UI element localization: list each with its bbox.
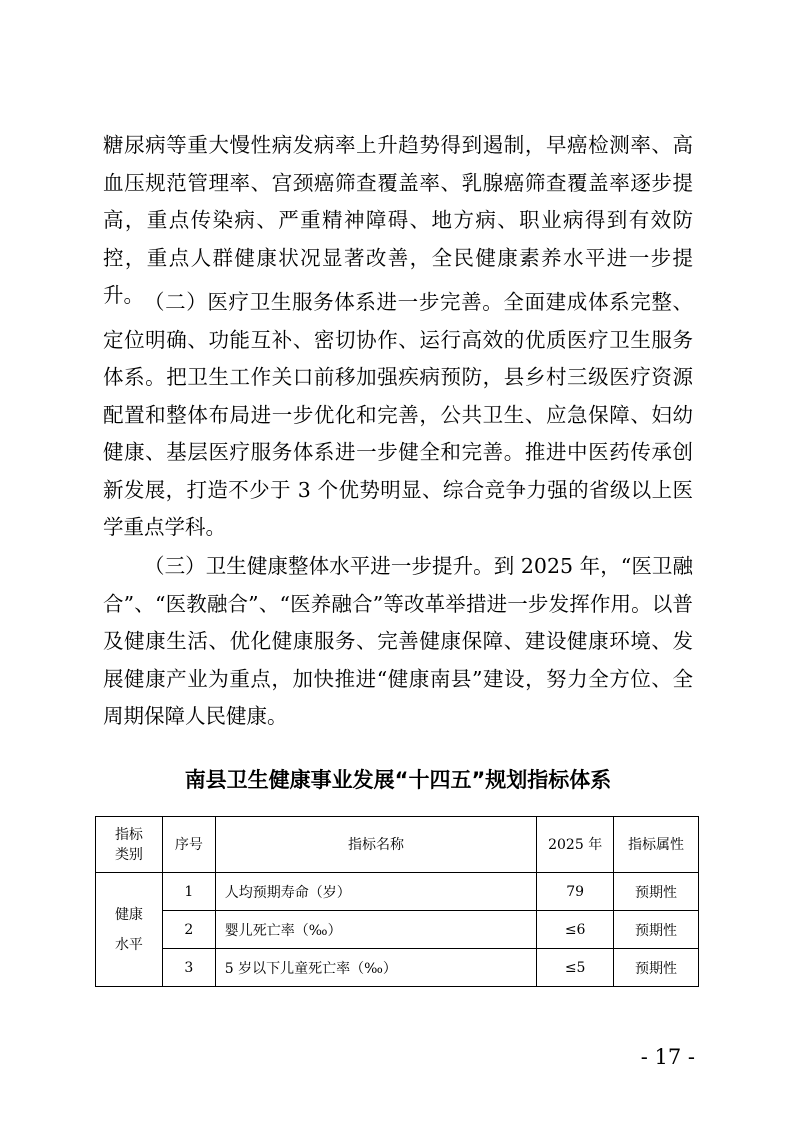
table-row (96, 949, 699, 987)
table-title: 南县卫生健康事业发展“十四五”规划指标体系 (184, 768, 612, 792)
row-attr: 预期性 (614, 911, 699, 949)
row-name: 人均预期寿命（岁） (215, 873, 536, 911)
row-target: ≤6 (537, 911, 614, 949)
header-category (96, 817, 163, 873)
row-name: 婴儿死亡率（‰） (215, 911, 536, 949)
paragraph-health-level: （三）卫生健康整体水平进一步提升。到 2025 年，“医卫融合”、“医教融合”、“医养融合”等改革举措进一步发挥作用。以普及健康生活、优化健康服务、完善健康保障、建设健康环境、发展健康产业为重点，加快推进“健康南县”建设，努力全方位、全周期保障人民健康。 (103, 554, 693, 728)
category-line1: 健康 (114, 906, 143, 923)
category-cell (96, 873, 163, 987)
header-no: 序号 (162, 817, 215, 873)
row-no: 1 (162, 873, 215, 911)
table-header-row (96, 817, 699, 873)
row-target: ≤5 (537, 949, 614, 987)
row-attr: 预期性 (614, 949, 699, 987)
header-attr: 指标属性 (614, 817, 699, 873)
row-attr: 预期性 (614, 873, 699, 911)
category-line2: 水平 (114, 936, 143, 953)
row-no: 2 (162, 911, 215, 949)
indicator-table (95, 816, 699, 987)
paragraph-chronic-disease: 糖尿病等重大慢性病发病率上升趋势得到遏制，早癌检测率、高血压规范管理率、宫颈癌筛查覆盖率、乳腺癌筛查覆盖率逐步提高，重点传染病、严重精神障碍、地方病、职业病得到有效防控，重点人群健康状况显著改善，全民健康素养水平进一步提升。 (103, 133, 693, 307)
table-row (96, 911, 699, 949)
page-number: - 17 - (640, 1045, 695, 1069)
row-no: 3 (162, 949, 215, 987)
table-row (96, 873, 699, 911)
paragraph-medical-service-system: （二）医疗卫生服务体系进一步完善。全面建成体系完整、定位明确、功能互补、密切协作、运行高效的优质医疗卫生服务体系。把卫生工作关口前移加强疾病预防，县乡村三级医疗资源配置和整体布局进一步优化和完善，公共卫生、应急保障、妇幼健康、基层医疗服务体系进一步健全和完善。推进中医药传承创新发展，打造不少于 3 个优势明显、综合竞争力强的省级以上医学重点学科。 (103, 290, 693, 539)
header-category-line2: 类别 (114, 846, 143, 863)
header-name: 指标名称 (215, 817, 536, 873)
header-category-line1: 指标 (114, 826, 143, 843)
row-target: 79 (537, 873, 614, 911)
row-name: 5 岁以下儿童死亡率（‰） (215, 949, 536, 987)
header-target: 2025 年 (537, 817, 614, 873)
